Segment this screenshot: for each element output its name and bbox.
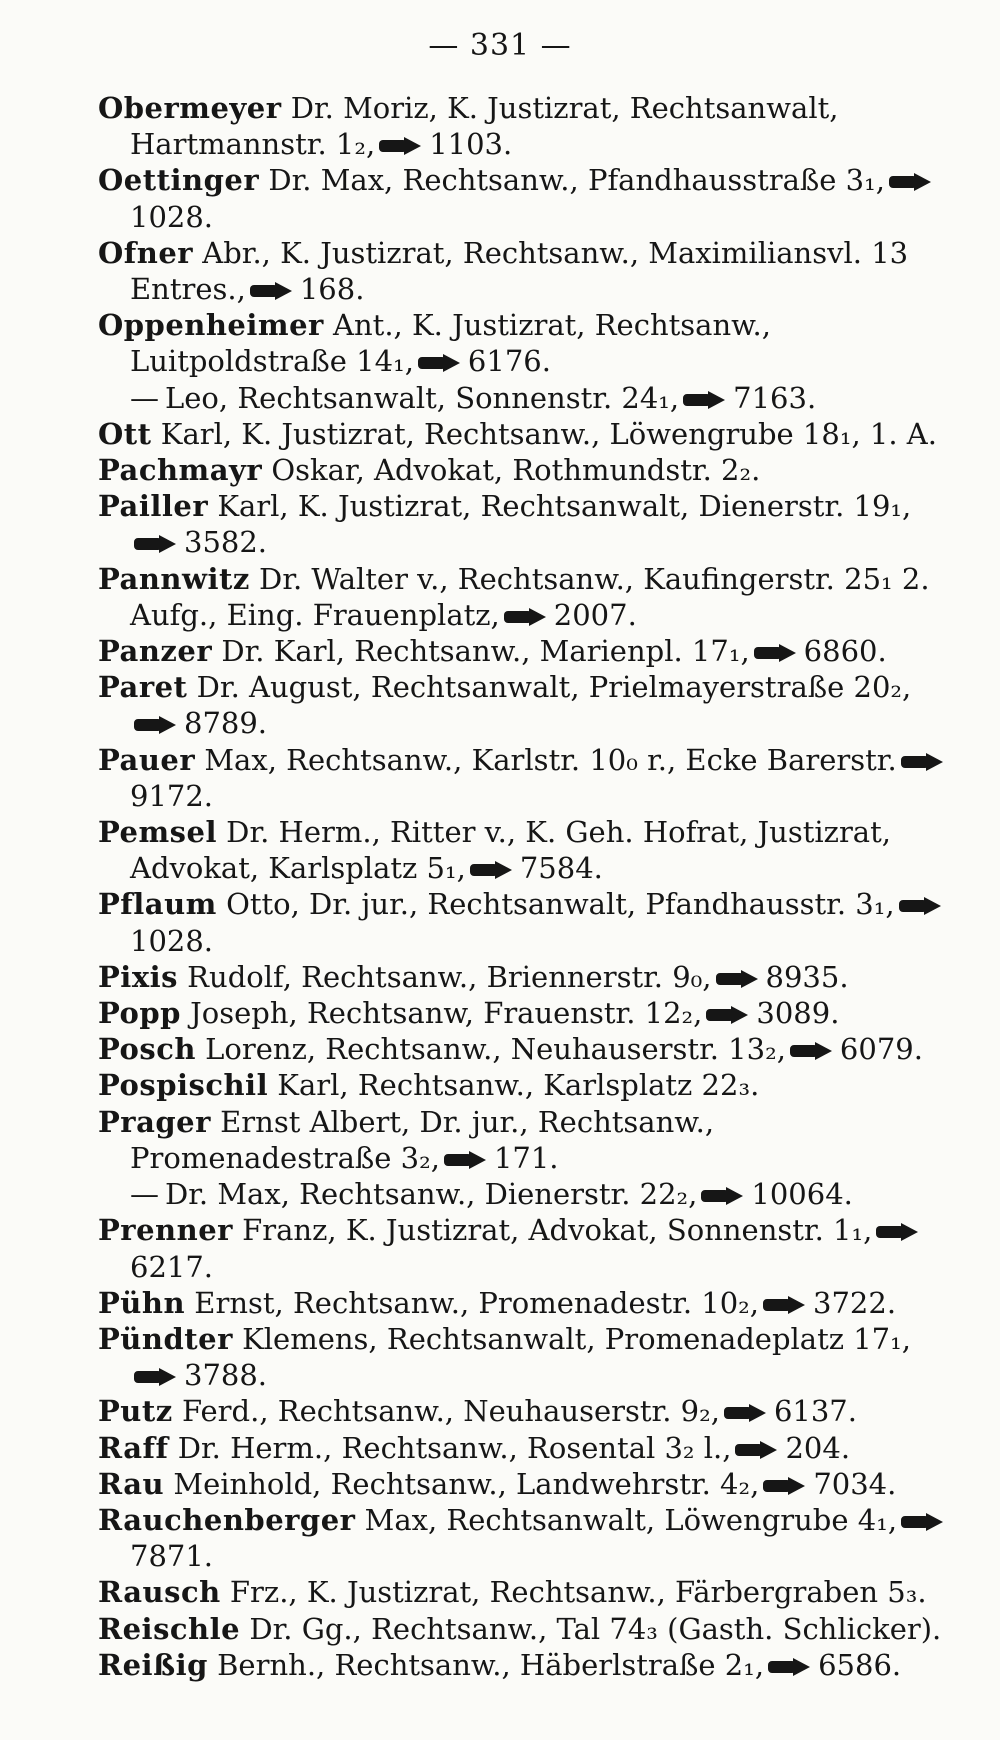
directory-entry bbox=[98, 886, 953, 958]
directory-entry bbox=[98, 1574, 953, 1610]
phone-number: 8789. bbox=[184, 706, 268, 741]
entry-details: Meinhold, Rechtsanw., Landwehrstr. 4₂, bbox=[164, 1466, 760, 1501]
telephone-pointing-hand-icon bbox=[889, 173, 933, 191]
telephone-pointing-hand-icon bbox=[763, 1296, 807, 1314]
directory-entry bbox=[98, 742, 953, 814]
entry-details: Abr., K. Justizrat, Rechtsanw., Maximiliansvl. 13 Entres., bbox=[130, 235, 909, 307]
telephone-pointing-hand-icon bbox=[876, 1223, 920, 1241]
entry-surname: Pannwitz bbox=[98, 561, 250, 596]
entry-details: Max, Rechtsanw., Karlstr. 10₀ r., Ecke Barerstr. bbox=[195, 742, 897, 777]
entry-details: Dr. Max, Rechtsanw., Pfandhausstraße 3₁, bbox=[259, 163, 885, 198]
entry-details: Karl, K. Justizrat, Rechtsanw., Löwengrube 18₁, 1. A. bbox=[151, 416, 937, 451]
entry-details: Dr. Herm., Rechtsanw., Rosental 3₂ l., bbox=[168, 1430, 732, 1465]
entry-surname: Pflaum bbox=[98, 887, 217, 922]
page-number: — 331 — bbox=[428, 28, 572, 63]
entry-surname: Pospischil bbox=[98, 1068, 269, 1103]
entry-surname: Oettinger bbox=[98, 163, 260, 198]
telephone-pointing-hand-icon bbox=[134, 535, 178, 553]
entry-surname: Reischle bbox=[98, 1611, 241, 1646]
phone-number: 6217. bbox=[130, 1249, 214, 1284]
telephone-pointing-hand-icon bbox=[250, 282, 294, 300]
entry-details: Max, Rechtsanwalt, Löwengrube 4₁, bbox=[355, 1502, 898, 1537]
entry-surname: Pemsel bbox=[98, 815, 217, 850]
entry-surname: Raff bbox=[98, 1430, 169, 1465]
entry-surname: Prager bbox=[98, 1104, 211, 1139]
entry-details: Rudolf, Rechtsanw., Briennerstr. 9₀, bbox=[177, 959, 712, 994]
directory-entry bbox=[98, 1212, 953, 1284]
directory-entry bbox=[98, 90, 953, 162]
telephone-pointing-hand-icon bbox=[754, 644, 798, 662]
repeat-dash: — bbox=[130, 380, 159, 415]
entry-surname: Popp bbox=[98, 996, 181, 1031]
telephone-pointing-hand-icon bbox=[735, 1441, 779, 1459]
phone-number: 2007. bbox=[553, 597, 637, 632]
telephone-pointing-hand-icon bbox=[716, 970, 760, 988]
directory-entry bbox=[98, 380, 953, 416]
entry-details: Ferd., Rechtsanw., Neuhauserstr. 9₂, bbox=[172, 1394, 720, 1429]
entry-details: Dr. Karl, Rechtsanw., Marienpl. 17₁, bbox=[212, 634, 750, 669]
telephone-pointing-hand-icon bbox=[470, 861, 514, 879]
phone-number: 6079. bbox=[839, 1032, 923, 1067]
entry-surname: Posch bbox=[98, 1032, 196, 1067]
telephone-pointing-hand-icon bbox=[790, 1042, 834, 1060]
telephone-pointing-hand-icon bbox=[901, 753, 945, 771]
directory-entry bbox=[98, 307, 953, 379]
directory-entry bbox=[98, 1321, 953, 1393]
directory-entry bbox=[98, 1611, 953, 1647]
entry-surname: Reißig bbox=[98, 1647, 208, 1682]
directory-entry bbox=[98, 162, 953, 234]
entry-details: Karl, K. Justizrat, Rechtsanwalt, Dienerstr. 19₁, bbox=[208, 489, 912, 524]
phone-number: 8935. bbox=[765, 959, 849, 994]
phone-number: 3582. bbox=[184, 525, 268, 560]
phone-number: 7034. bbox=[813, 1466, 897, 1501]
directory-entry bbox=[98, 1067, 953, 1103]
entry-surname: Prenner bbox=[98, 1213, 233, 1248]
directory-entry bbox=[98, 814, 953, 886]
directory-entry bbox=[98, 633, 953, 669]
phone-number: 10064. bbox=[751, 1177, 853, 1212]
telephone-pointing-hand-icon bbox=[683, 391, 727, 409]
entry-surname: Pixis bbox=[98, 959, 178, 994]
directory-entry bbox=[98, 1393, 953, 1429]
entry-details: Dr. August, Rechtsanwalt, Prielmayerstraße 20₂, bbox=[187, 670, 912, 705]
phone-number: 1028. bbox=[130, 199, 214, 234]
directory-entry bbox=[98, 235, 953, 307]
entry-surname: Pündter bbox=[98, 1321, 233, 1356]
phone-number: 6860. bbox=[803, 634, 887, 669]
entry-surname: Panzer bbox=[98, 634, 213, 669]
phone-number: 1028. bbox=[130, 923, 214, 958]
entry-details: Leo, Rechtsanwalt, Sonnenstr. 24₁, bbox=[165, 380, 680, 415]
entry-details: Lorenz, Rechtsanw., Neuhauserstr. 13₂, bbox=[195, 1032, 786, 1067]
entry-details: Franz, K. Justizrat, Advokat, Sonnenstr. 1₁, bbox=[232, 1213, 873, 1248]
telephone-pointing-hand-icon bbox=[899, 897, 943, 915]
phone-number: 1103. bbox=[429, 127, 513, 162]
directory-entry bbox=[98, 1647, 953, 1683]
phone-number: 7871. bbox=[130, 1539, 214, 1574]
entry-surname: Ofner bbox=[98, 235, 194, 270]
entry-surname: Paret bbox=[98, 670, 188, 705]
phone-number: 168. bbox=[299, 272, 365, 307]
entry-surname: Pailler bbox=[98, 489, 209, 524]
directory-entry bbox=[98, 1466, 953, 1502]
directory-entry bbox=[98, 669, 953, 741]
entry-details: Karl, Rechtsanw., Karlsplatz 22₃. bbox=[268, 1068, 760, 1103]
telephone-pointing-hand-icon bbox=[134, 716, 178, 734]
phone-number: 6176. bbox=[467, 344, 551, 379]
telephone-pointing-hand-icon bbox=[418, 354, 462, 372]
entry-surname: Oppenheimer bbox=[98, 308, 324, 343]
telephone-pointing-hand-icon bbox=[379, 137, 423, 155]
directory-entries bbox=[98, 90, 953, 1683]
telephone-pointing-hand-icon bbox=[763, 1477, 807, 1495]
telephone-pointing-hand-icon bbox=[701, 1187, 745, 1205]
phone-number: 3788. bbox=[184, 1358, 268, 1393]
directory-entry bbox=[98, 995, 953, 1031]
phone-number: 9172. bbox=[130, 778, 214, 813]
telephone-pointing-hand-icon bbox=[504, 608, 548, 626]
telephone-pointing-hand-icon bbox=[901, 1513, 945, 1531]
repeat-dash: — bbox=[130, 1177, 159, 1212]
directory-entry bbox=[98, 1502, 953, 1574]
phone-number: 7163. bbox=[733, 380, 817, 415]
entry-surname: Ott bbox=[98, 416, 152, 451]
phone-number: 204. bbox=[785, 1430, 851, 1465]
telephone-pointing-hand-icon bbox=[706, 1006, 750, 1024]
entry-details: Ernst Albert, Dr. jur., Rechtsanw., Promenadestraße 3₂, bbox=[130, 1104, 715, 1175]
phone-number: 7584. bbox=[519, 851, 603, 886]
telephone-pointing-hand-icon bbox=[724, 1404, 768, 1422]
entry-details: Dr. Gg., Rechtsanw., Tal 74₃ (Gasth. Schlicker). bbox=[240, 1611, 942, 1646]
entry-details: Ernst, Rechtsanw., Promenadestr. 10₂, bbox=[185, 1285, 760, 1320]
entry-details: Dr. Herm., Ritter v., K. Geh. Hofrat, Justizrat, Advokat, Karlsplatz 5₁, bbox=[130, 815, 891, 886]
entry-surname: Obermeyer bbox=[98, 91, 282, 125]
phone-number: 6137. bbox=[773, 1394, 857, 1429]
directory-entry bbox=[98, 416, 953, 452]
directory-entry bbox=[98, 561, 953, 633]
directory-entry bbox=[98, 452, 953, 488]
directory-entry bbox=[98, 959, 953, 995]
directory-entry bbox=[98, 1104, 953, 1176]
entry-details: Otto, Dr. jur., Rechtsanwalt, Pfandhausstr. 3₁, bbox=[216, 887, 895, 922]
entry-details: Dr. Moriz, K. Justizrat, Rechtsanwalt, Hartmannstr. 1₂, bbox=[130, 91, 839, 162]
phone-number: 6586. bbox=[818, 1647, 902, 1682]
entry-details: Dr. Walter v., Rechtsanw., Kaufingerstr. 25₁ 2. Aufg., Eing. Frauenplatz, bbox=[130, 561, 930, 632]
directory-entry bbox=[98, 1430, 953, 1466]
directory-entry bbox=[98, 1285, 953, 1321]
entry-details: Ant., K. Justizrat, Rechtsanw., Luitpoldstraße 14₁, bbox=[130, 308, 771, 379]
directory-entry bbox=[98, 488, 953, 560]
entry-details: Klemens, Rechtsanwalt, Promenadeplatz 17₁, bbox=[232, 1321, 911, 1356]
entry-surname: Putz bbox=[98, 1394, 173, 1429]
entry-details: Dr. Max, Rechtsanw., Dienerstr. 22₂, bbox=[165, 1177, 698, 1212]
entry-details: Oskar, Advokat, Rothmundstr. 2₂. bbox=[262, 453, 761, 488]
entry-surname: Rauchenberger bbox=[98, 1502, 356, 1537]
entry-surname: Pühn bbox=[98, 1285, 186, 1320]
phone-number: 3089. bbox=[756, 996, 840, 1031]
entry-surname: Pachmayr bbox=[98, 453, 263, 488]
telephone-pointing-hand-icon bbox=[768, 1658, 812, 1676]
directory-entry bbox=[98, 1176, 953, 1212]
entry-surname: Rau bbox=[98, 1466, 165, 1501]
telephone-pointing-hand-icon bbox=[134, 1368, 178, 1386]
entry-details: Bernh., Rechtsanw., Häberlstraße 2₁, bbox=[207, 1647, 765, 1682]
entry-details: Joseph, Rechtsanw, Frauenstr. 12₂, bbox=[180, 996, 703, 1031]
phone-number: 3722. bbox=[813, 1285, 897, 1320]
telephone-pointing-hand-icon bbox=[444, 1151, 488, 1169]
entry-details: Frz., K. Justizrat, Rechtsanw., Färbergraben 5₃. bbox=[220, 1575, 927, 1610]
entry-surname: Rausch bbox=[98, 1575, 221, 1610]
entry-surname: Pauer bbox=[98, 742, 196, 777]
directory-entry bbox=[98, 1031, 953, 1067]
phone-number: 171. bbox=[493, 1140, 559, 1175]
